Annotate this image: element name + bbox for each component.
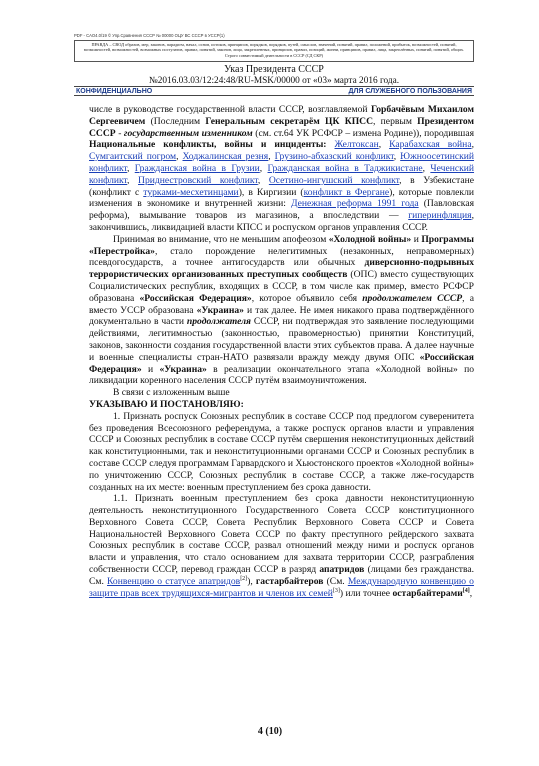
link-georgian-abkhaz[interactable]: Грузино-абхазский конфликт — [274, 151, 394, 163]
link-chechen-conflict[interactable]: Чеченский конфликт — [89, 162, 475, 186]
decree-number: №2016.03.03/12:24:48/RU-MSK/00000 от «03» марта 2016 года. — [148, 76, 400, 86]
link-ossetian-ingush[interactable]: Осетино-ингушский конфликт — [268, 174, 400, 186]
confidential-label: КОНФИДЕНЦИАЛЬНО — [76, 88, 153, 95]
document-body — [89, 104, 474, 599]
link-hyperinflation[interactable]: гиперинфляция — [408, 210, 472, 222]
paragraph-2: Принимая во внимание, что не меньшим апофеозом «Холодной войны» и Программы «Перестройка», стало порождение нелегитимных (незаконных, неправомерных) псевдогосударств, а точнее антигосударств или обычных диверсионно-подрывных террористических организованных преступных сообществ (ОПС) вместо существующих Социалистических республик, входящих в СССР, в том числе как пример, вместо РСФСР образована «Российская Федерация», которое объявило себя продолжателем СССР, а вместо УССР образована «Украина» и так далее. Не имея никакого права подтверждённого документально в части продолжателя СССР, ни подтверждая это заявление последующими действиями, легитимностью (законностью, правомерностью) принятии Конституций, законов, законности создания государственной власти этих субъектов права. А далее научные и военные специалисты стран-НАТО развязали вражду между двумя ОПС «Российская Федерация» и «Украина» в реализации окончательного этапа «Холодной войны» по ликвидации коренного населения СССР путём взаимоуничтожения. — [89, 233, 474, 387]
link-zheltoksan[interactable]: Желтоксан — [334, 139, 379, 151]
header-box: ПРАВДА – СВОД образов, мер, законов, парадигм, начал, основ, истоков, принципов, порядков, порядков, путей, смыслов, значений, понятий, правил, положений, прибыток, возможностей, понятий, возможностей, возможностей, возможных постулатов, правил, понятий, законов, лица, закрепленных, принципов, правил, позиций, жизни, принципов, правил, лица, закреплённых, понятий, понятий, общих. Строго совместимый деятельности в СССР (СД СКР) — [74, 40, 474, 62]
item-1: 1. Признать роспуск Союзных республик в составе СССР под предлогом суверенитета без проведения Всесоюзного референдума, а также роспуск органов власти и управления СССР и Союзных республик в составе СССР путём свершения неконституционных действий как конституционными, так и неконституционными органами СССР и Союзных республик в составе СССР следуя программам Гарвардского и Хьюстонского проектов «Холодной войны» по уничтожению СССР, Союзных республик в составе СССР, а также лже-государств созданных на их месте: военным преступлением без срока давности. — [89, 410, 474, 493]
link-tajik-civil-war[interactable]: Гражданская война в Таджикистане — [267, 162, 423, 174]
link-transnistria[interactable]: Приднестровский конфликт — [138, 174, 258, 186]
paragraph-3: В связи с изложенным выше — [113, 387, 230, 399]
footnote-ref-4[interactable]: [4] — [462, 587, 470, 594]
official-use-label: ДЛЯ СЛУЖЕБНОГО ПОЛЬЗОВАНИЯ — [348, 88, 472, 95]
link-karabakh-war[interactable]: Карабахская война — [389, 139, 472, 151]
link-migrant-convention[interactable]: Международную конвенцию о защите прав всех трудящихся-мигрантов и членов их семей — [89, 575, 474, 599]
tiny-header-line: PDF - CAO4.0/19 © Упр.Сравнения СССР № 00000 ОЦУ ВС СССР в УССР(1) — [74, 33, 225, 38]
page-title: Указ Президента СССР — [224, 64, 324, 75]
section-heading: УКАЗЫВАЮ И ПОСТАНОВЛЯЮ: — [89, 398, 244, 410]
item-1-1: 1.1. Признать военным преступлением без срока давности неконституционную деятельность неконституционного Государственного Совета СССР конституционного Верховного Совета СССР, Совета Республик Верховного Совета СССР и Совета Национальностей Верховного Совета СССР по факту преступного рейдерского захвата Союзных республик в составе СССР, развал отношений между ними и роспуск органов власти и управления, что стало основанием для захвата территории СССР, разграбления собственности СССР, перевод граждан СССР в разряд апатридов (лицами без гражданства. См. Конвенцию о статусе апатридов[2]), гастарбайтеров (См. Международную конвенцию о защите прав всех трудящихся-мигрантов и членов их семей[3]) или точнее остарбайтерами[4], — [89, 493, 475, 599]
link-georgia-civil-war[interactable]: Гражданская война в Грузии — [134, 162, 260, 174]
page-number: 4 (10) — [257, 726, 283, 737]
link-apatrid-convention[interactable]: Конвенцию о статусе апатридов — [107, 575, 241, 587]
link-fergana[interactable]: конфликт в Фергане — [303, 186, 390, 198]
footnote-ref-3[interactable]: [3] — [332, 587, 340, 594]
paragraph-1: числе в руководстве государственной власти СССР, возглавляемой Горбачёвым Михаилом Сергеевичем (Последним Генеральным секретарём ЦК КПСС, первым Президентом СССР - государственным изменником (см. ст.64 УК РСФСР – измена Родине)), породившая Национальные конфликты, войны и инциденты: Желтоксан, Карабахская война, Сумгаитский погром, Ходжалинская резня, Грузино-абхазский конфликт, Южноосетинский конфликт, Гражданская война в Грузии, Гражданская война в Таджикистане, Чеченский конфликт, Приднестровский конфликт, Осетино-ингушский конфликт, в Узбекистане (конфликт с турками-месхетинцами), в Киргизии (конфликт в Фергане), которые повлекли изменения в экономике и внутренней жизни: Денежная реформа 1991 года (Павловская реформа), вымывание товаров из магазинов, а впоследствии — гиперинфляция, закончившись, ликвидацией власти КПСС и роспуском органов управления СССР. — [89, 104, 475, 233]
footnote-ref-2[interactable]: [2] — [240, 575, 248, 582]
confidentiality-bar — [74, 86, 474, 96]
link-south-ossetian[interactable]: Южноосетинский конфликт — [89, 151, 475, 174]
link-sumgait[interactable]: Сумгаитский погром — [89, 151, 177, 163]
link-meskhetian-turks[interactable]: турками-месхетинцами — [143, 186, 239, 198]
link-monetary-reform[interactable]: Денежная реформа 1991 года — [291, 198, 419, 210]
link-khojaly[interactable]: Ходжалинская резня — [182, 151, 269, 163]
